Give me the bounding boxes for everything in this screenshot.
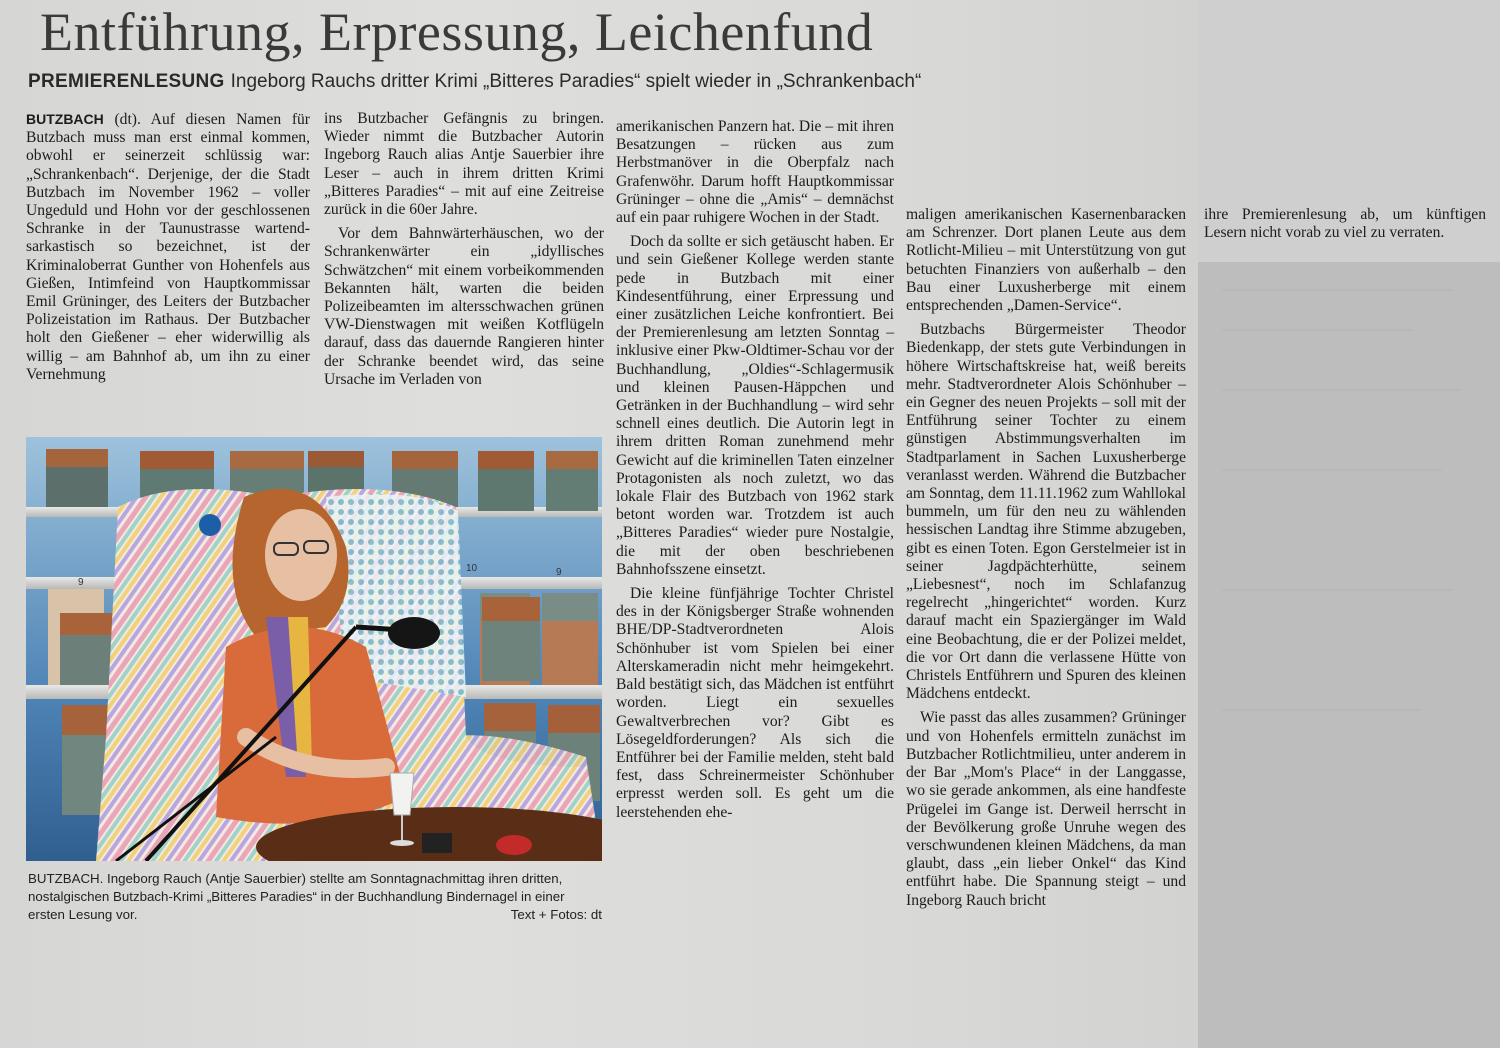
dateline: BUTZBACH [26, 111, 104, 127]
column-paragraph: ins Butzbacher Gefängnis zu bringen. Wieder nimmt die Butzbacher Autorin Ingeborg Rauch alias Antje Sauerbier ihre Leser – auch in ihrem dritten Krimi „Bitteres Paradies“ – mit auf eine Zeitreise zurück in die 60er Jahre. [324, 110, 604, 219]
column-paragraph: Die kleine fünfjährige Tochter Christel des in der Königsberger Straße wohnenden BHE/DP-Stadtverordneten Alois Schönhuber ist vom Spielen bei einer Alterskameradin nicht mehr heimgekehrt. Bald bestätigt sich, das Mädchen ist entführt worden. Liegt ein sexuelles Gewaltverbrechen vor? Gibt es Lösegeldforderungen? Als sich die Entführer bei der Familie melden, steht bald fest, dass Schreinermeister Schönhuber erpresst werden soll. Es geht um die leerstehenden ehe- [616, 585, 894, 821]
chair-ornament [199, 514, 221, 536]
article-column-1 [26, 110, 310, 430]
photo-credit: Text + Fotos: dt [510, 907, 602, 922]
shelf-number: 9 [556, 567, 562, 578]
column-paragraph: Vor dem Bahnwärterhäuschen, wo der Schrankenwärter ein „idyllisches Schwätzchen“ mit einem vorbeikommenden Bekannten hält, warten die beiden Polizeibeamten im altersschwachen grünen VW-Dienstwagen mit weißen Kotflügeln darauf, dass das dauernde Rangieren hinter der Schranke beendet wird, das seine Ursache im Verladen von [324, 225, 604, 388]
article-photo [26, 437, 602, 861]
article-subline [28, 68, 922, 98]
article-column-2 [324, 110, 604, 430]
table-object [422, 833, 452, 853]
shelf-number: 10 [466, 563, 478, 574]
column-paragraph: Doch da sollte er sich getäuscht haben. Er und sein Gießener Kollege werden stante pede in Butzbach mit einer Kindesentführung, einer Erpressung und einer zusätzlichen Leiche konfrontiert. Bei der Premierenlesung am letzten Sonntag – inklusive einer Pkw-Oldtimer-Schau vor der Buchhandlung, „Oldies“-Schlagermusik und kleinen Pausen-Häppchen und Getränken in der Buchhandlung – wird sehr schnell eines deutlich. Die Autorin legt in ihrem dritten Roman zunehmend mehr Gewicht auf die kriminellen Taten einzelner Protagonisten als noch zuletzt, wo das lokale Flair des Butzbach von 1962 stark betont worden war. Trotzdem ist auch „Bitteres Paradies“ wieder pure Nostalgie, die mit der oben beschriebenen Bahnhofsszene einsetzt. [616, 233, 894, 578]
photo-caption [28, 870, 602, 926]
column-paragraph: maligen amerikanischen Kasernenbaracken am Schrenzer. Dort planen Leute aus dem Rotlicht-Milieu – mit Unterstützung von gut betuchten Finanziers von außerhalb – den Bau einer Luxusherberge mit einem entsprechenden „Damen-Service“. [906, 206, 1186, 315]
subline-kicker: PREMIERENLESUNG [28, 71, 225, 92]
microphone-icon [388, 617, 440, 649]
article-column-4 [906, 206, 1186, 1036]
column-paragraph: amerikanischen Panzern hat. Die – mit ihren Besatzungen – rücken aus zum Herbstmanöver in die Oberpfalz nach Grafenwöhr. Darum hofft Hauptkommissar Grüninger – ohne die „Amis“ – demnächst auf ein paar ruhigere Wochen in der Stadt. [616, 118, 894, 227]
article-column-5 [1204, 206, 1486, 266]
subline-text: Ingeborg Rauchs dritter Krimi „Bitteres Paradies“ spielt wieder in „Schrankenbach“ [230, 71, 922, 92]
scan-bleed-through [1212, 270, 1482, 1030]
column-paragraph: Butzbachs Bürgermeister Theodor Biedenkapp, der stets gute Verbindungen in höhere Wirtschaftskreise hat, weiß bereits mehr. Stadtverordneter Alois Schönhuber – ein Gegner des neuen Projekts – soll mit der Entführung seiner Tochter zu einem günstigen Abstimmungsverhalten im Stadtparlament in Sachen Luxusherberge veranlasst werden. Während die Butzbacher am Sonntag, dem 11.11.1962 zum Wahllokal bummeln, um für den neu zu wählenden hessischen Landtag ihre Stimme abzugeben, gibt es einen Toten. Egon Gerstelmeier ist in seiner Jagdpächterhütte, seinem „Liebesnest“, noch im Schlafanzug regelrecht „hingerichtet“ worden. Kurz darauf macht ein Spaziergänger im Wald eine Beobachtung, die er der Polizei meldet, die vor Ort dann die verlassene Hütte von Christels Entführern und Spuren des kleinen Mädchens entdeckt. [906, 321, 1186, 703]
column-paragraph: BUTZBACH (dt). Auf diesen Namen für Butzbach muss man erst einmal kommen, obwohl er seinerzeit schlüssig war: „Schrankenbach“. Derjenige, der die Stadt Butzbach im November 1962 – voller Ungeduld und Hohn vor der geschlossenen Schranke in der Taunustrasse wartend-sarkastisch so bezeichnet, ist der Kriminaloberrat Gunther von Hohenfels aus Gießen, Intimfeind von Hauptkommissar Emil Grüninger, des Leiters der Butzbacher Polizeistation im Rathaus. Der Butzbacher holt den Gießener – eher widerwillig als willig – am Bahnhof ab, um ihn zu einer Vernehmung [26, 111, 311, 383]
shelf-number: 9 [78, 577, 84, 588]
article-column-3 [616, 118, 894, 928]
column-paragraph: Wie passt das alles zusammen? Grüninger und von Hohenfels ermitteln zunächst im Butzbacher Rotlichtmilieu, unter anderem in der Bar „Mom's Place“ in der Langgasse, wo sie gerade ankommen, als eine handfeste Prügelei im Gange ist. Derweil herrscht in der Bevölkerung große Unruhe wegen des verschwundenen kleinen Mädchens, da man glaubt, dass „ein lieber Onkel“ das Kind entführt habe. Die Spannung steigt – und Ingeborg Rauch bricht [906, 709, 1186, 909]
caption-text: BUTZBACH. Ingeborg Rauch (Antje Sauerbier) stellte am Sonntagnachmittag ihren dritten, nostalgischen Butzbach-Krimi „Bitteres Paradies“ in der Buchhandlung Bindernagel in einer ersten Lesung vor. [28, 871, 565, 922]
column-paragraph: ihre Premierenlesung ab, um künftigen Lesern nicht vorab zu viel zu verraten. [1204, 206, 1486, 242]
wine-glass [390, 773, 414, 815]
photo-illustration [26, 437, 602, 861]
article-headline: Entführung, Erpressung, Leichenfund [40, 2, 874, 62]
candy-dish [496, 835, 532, 855]
